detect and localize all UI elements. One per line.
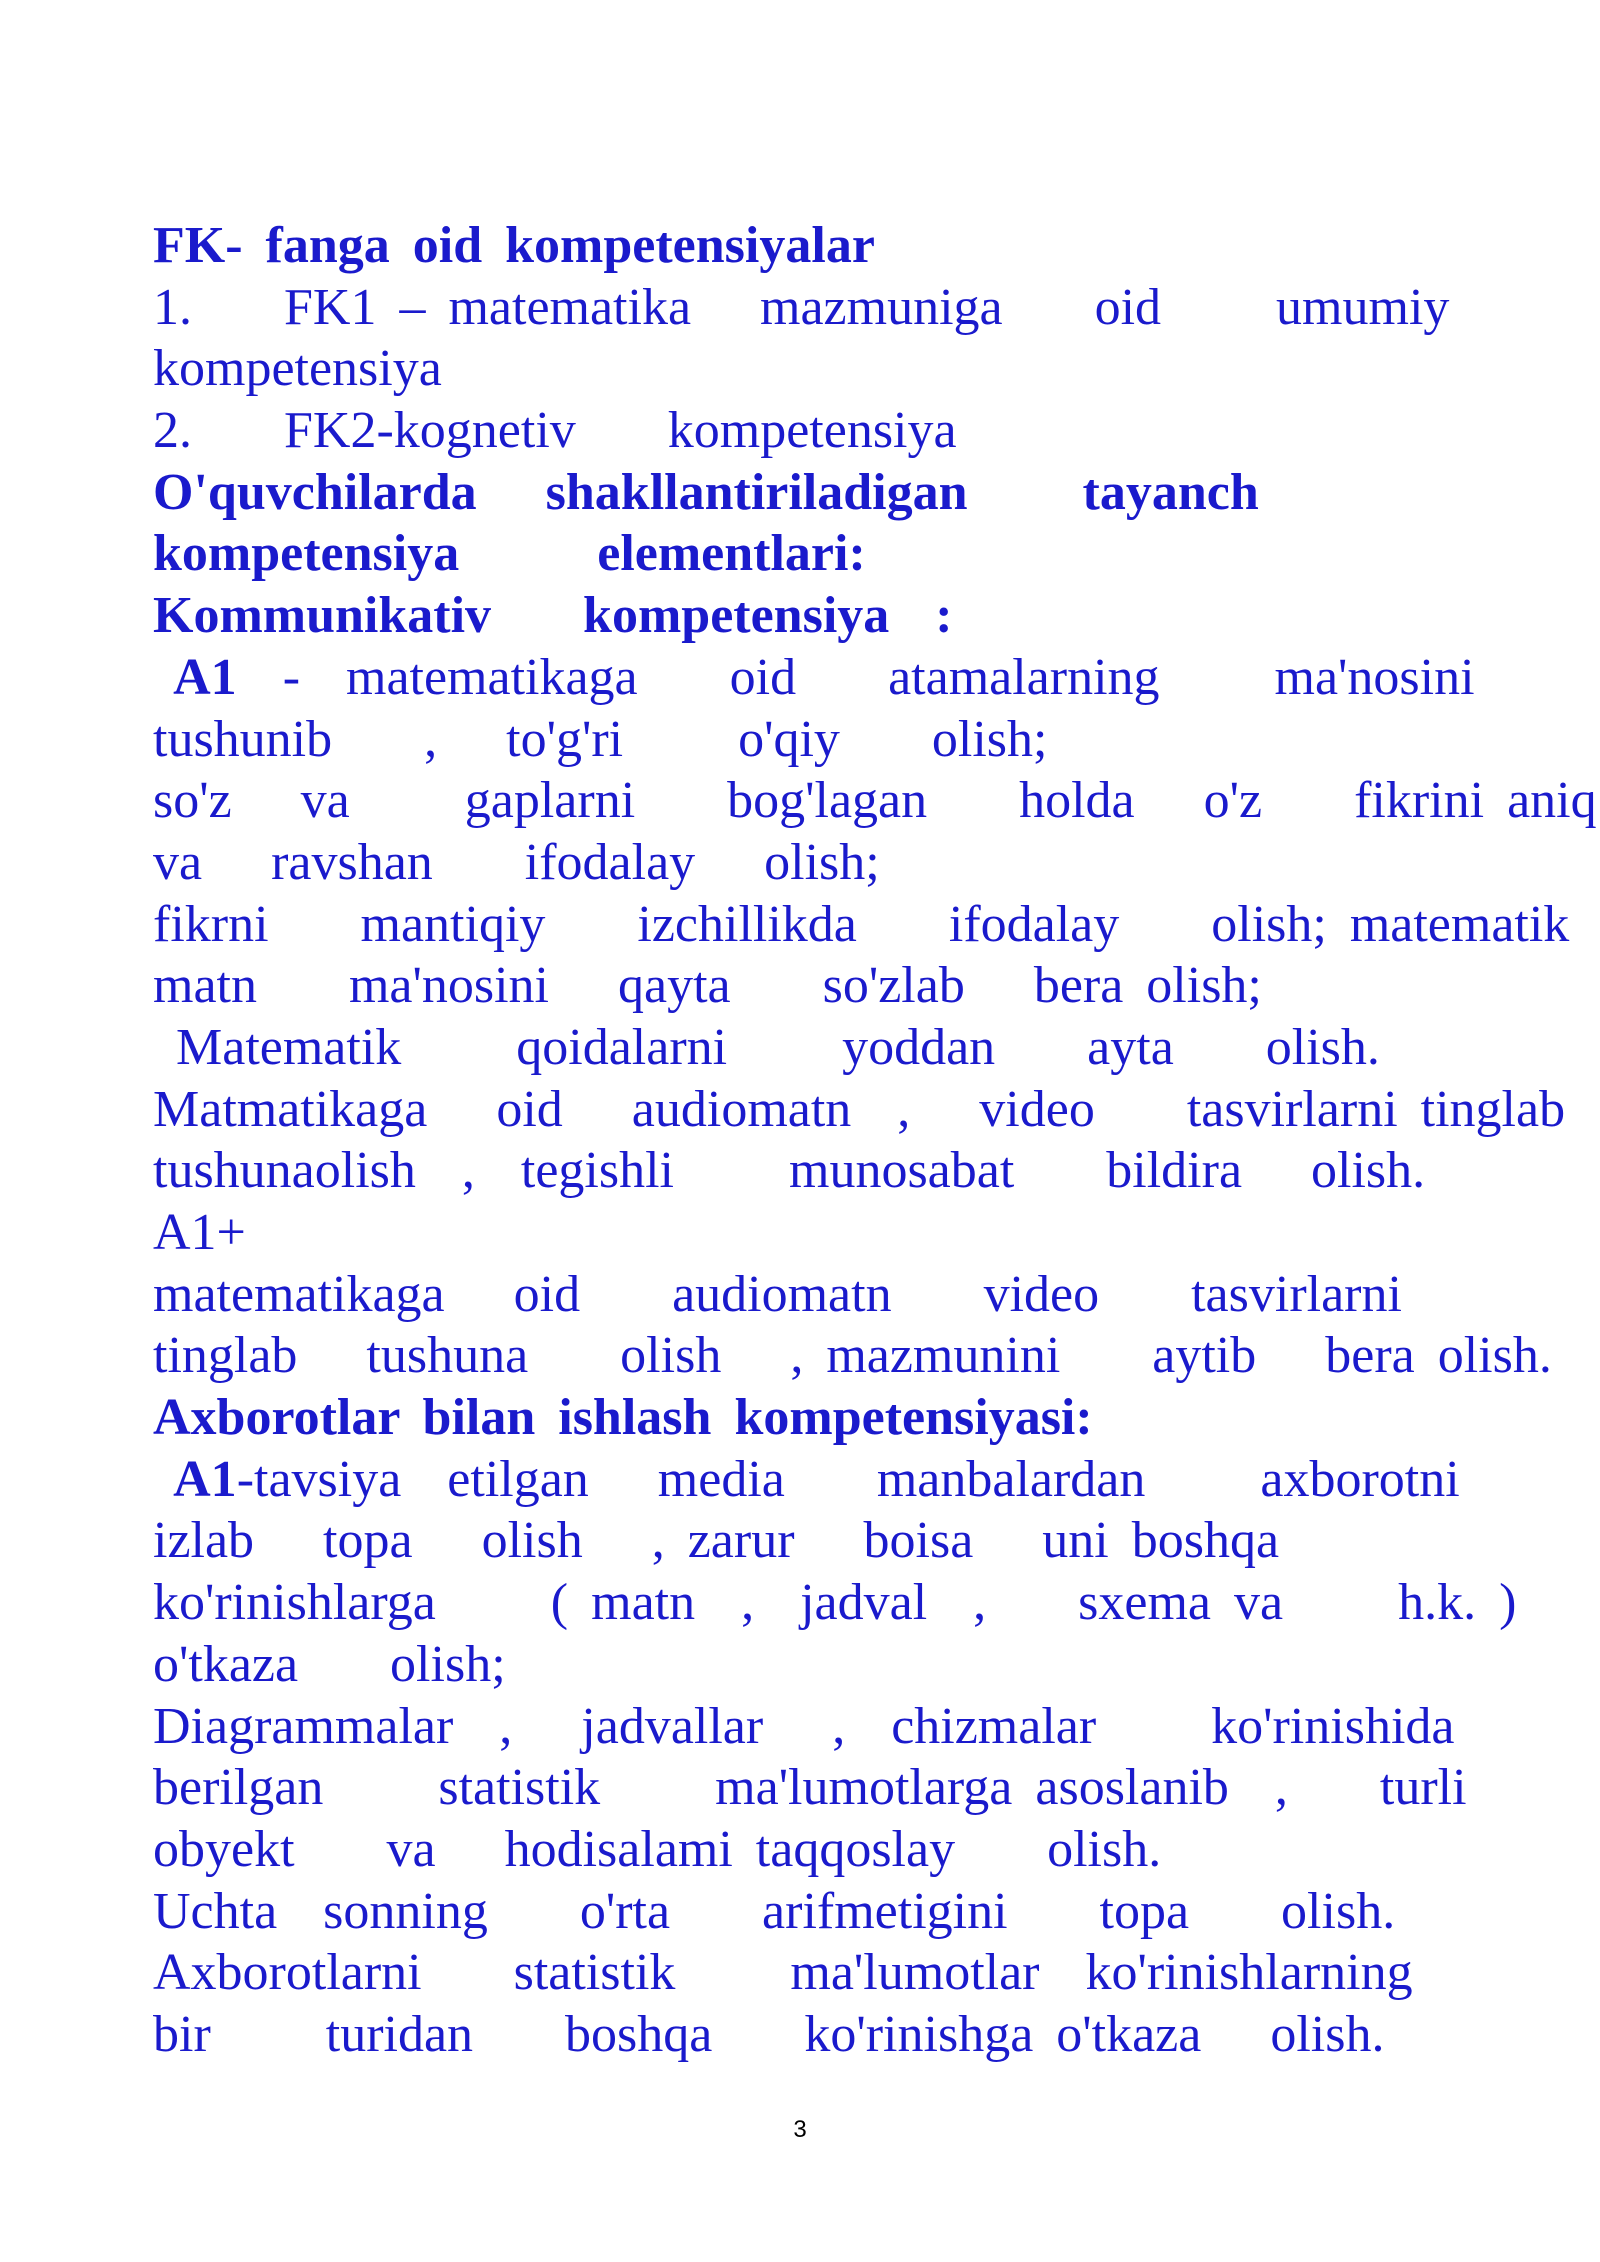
body-text: tinglab tushuna olish , mazmunini aytib bera olish. <box>153 1327 1552 1385</box>
body-text: Uchta sonning o'rta arifmetigini topa olish. <box>153 1882 1396 1940</box>
text-line <box>153 338 1493 400</box>
body-text: Matematik qoidalarni yoddan ayta olish. <box>153 1018 1380 1076</box>
text-line <box>153 1387 1493 1449</box>
text-line <box>153 1942 1493 2004</box>
text-line <box>153 1140 1493 1202</box>
body-text: fikrni mantiqiy izchillikda ifodalay olish; matematik <box>153 895 1570 953</box>
text-line <box>153 1017 1493 1079</box>
page-number: 3 <box>793 2116 807 2143</box>
body-text: matn ma'nosini qayta so'zlab bera olish; <box>153 957 1262 1015</box>
body-text: tushunaolish , tegishli munosabat bildira olish. <box>153 1142 1426 1200</box>
body-text: izlab topa olish , zarur boisa uni boshqa <box>153 1512 1280 1570</box>
text-line <box>153 647 1493 709</box>
body-text: bir turidan boshqa ko'rinishga o'tkaza olish. <box>153 2005 1385 2063</box>
bold-text: kompetensiya elementlari: <box>153 525 866 583</box>
text-line <box>153 400 1493 462</box>
text-line <box>153 215 1493 277</box>
body-text: kompetensiya <box>153 340 442 398</box>
text-line <box>153 770 1597 832</box>
body-text: - matematikaga oid atamalarning ma'nosini <box>236 648 1475 706</box>
bold-text: FK- fanga oid kompetensiyalar <box>153 217 875 274</box>
text-line <box>153 1449 1493 1511</box>
body-text: Matmatikaga oid audiomatn , video tasvirlarni tinglab <box>153 1080 1566 1138</box>
body-text: tushunib , to'g'ri o'qiy olish; <box>153 710 1048 768</box>
text-line <box>153 585 1493 647</box>
body-text: matematikaga oid audiomatn video tasvirlarni <box>153 1265 1402 1323</box>
bold-text: O'quvchilarda shakllantiriladigan tayanch <box>153 463 1259 521</box>
body-text: o'tkaza olish; <box>153 1635 506 1693</box>
body-text: 1. FK1 – matematika mazmuniga oid umumiy <box>153 278 1450 336</box>
text-line <box>153 1264 1493 1326</box>
text-line <box>153 1634 1493 1696</box>
text-line <box>153 1202 1493 1264</box>
body-text: berilgan statistik ma'lumotlarga asoslanib , turli <box>153 1759 1467 1817</box>
text-line <box>153 955 1493 1017</box>
text-line <box>153 709 1493 771</box>
body-text: obyekt va hodisalami taqqoslay olish. <box>153 1820 1162 1878</box>
text-line <box>153 1881 1493 1943</box>
body-text: Diagrammalar , jadvallar , chizmalar ko'rinishida <box>153 1697 1455 1755</box>
body-text: so'z va gaplarni bog'lagan holda o'z fikrini aniq <box>153 772 1597 830</box>
text-line <box>153 1696 1493 1758</box>
text-line <box>153 523 1493 585</box>
text-line <box>153 1325 1552 1387</box>
body-text: A1+ <box>153 1204 246 1261</box>
text-line <box>153 1819 1493 1881</box>
body-text: 2. FK2-kognetiv kompetensiya <box>153 402 957 460</box>
text-line <box>153 1079 1566 1141</box>
text-line <box>153 1510 1493 1572</box>
text-line <box>153 894 1570 956</box>
text-line <box>153 1757 1493 1819</box>
body-text: ko'rinishlarga ( matn , jadval , sxema va h.k. ) <box>153 1574 1517 1632</box>
bold-text: Axborotlar bilan ishlash kompetensiyasi: <box>153 1389 1093 1447</box>
body-text: -tavsiya etilgan media manbalardan axborotni <box>236 1450 1460 1508</box>
body-text: Axborotlarni statistik ma'lumotlar ko'rinishlarning <box>153 1944 1413 2002</box>
document-page <box>153 215 1597 2066</box>
text-line <box>153 1572 1517 1634</box>
text-line <box>153 832 1493 894</box>
text-line <box>153 277 1493 339</box>
text-line <box>153 2004 1493 2066</box>
body-text: va ravshan ifodalay olish; <box>153 833 880 891</box>
bold-text: A1 <box>153 1450 237 1508</box>
bold-text: Kommunikativ kompetensiya : <box>153 587 953 645</box>
text-line <box>153 462 1493 524</box>
bold-text: A1 <box>153 648 237 706</box>
